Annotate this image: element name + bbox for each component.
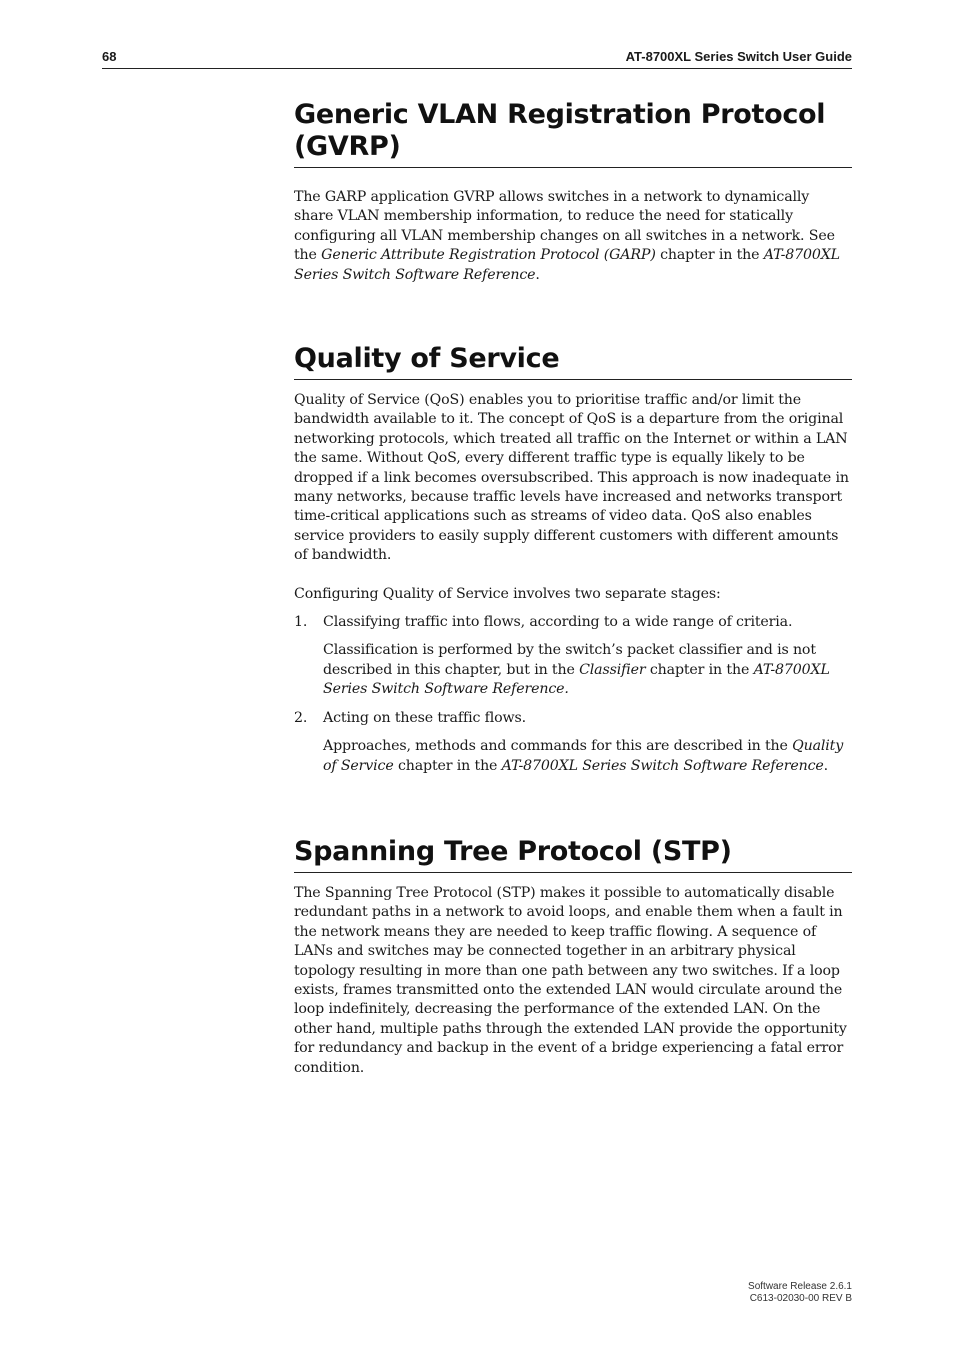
qos-heading: Quality of Service bbox=[294, 343, 852, 380]
section-stp bbox=[294, 836, 852, 1078]
software-release: Software Release 2.6.1 bbox=[748, 1281, 852, 1292]
gvrp-paragraph bbox=[294, 188, 852, 285]
qos-paragraph-2: Configuring Quality of Service involves two separate stages: bbox=[294, 585, 721, 602]
document-id: C613-02030-00 REV B bbox=[749, 1293, 852, 1304]
page-footer bbox=[748, 1281, 852, 1305]
item1-book-ref: AT-8700XL Series Switch Software Reference. bbox=[323, 661, 830, 698]
item2-text-c: . bbox=[823, 757, 828, 774]
stp-heading: Spanning Tree Protocol (STP) bbox=[294, 836, 852, 873]
running-title: AT-8700XL Series Switch User Guide bbox=[625, 49, 852, 64]
gvrp-text-c: . bbox=[535, 266, 540, 283]
page-number: 68 bbox=[102, 49, 117, 64]
item2-chapter-ref: Quality of Service bbox=[323, 738, 844, 774]
list-item-1-text: Classifying traffic into flows, according to a wide range of criteria. bbox=[323, 614, 793, 631]
qos-paragraph-1: Quality of Service (QoS) enables you to prioritise traffic and/or limit the bandwidth available to it. The concept of QoS is a departure from the original networking protocols, which treated all traffic on the Internet or within a LAN the same. Without QoS, every different traffic type is equally likely to be dropped if a link becomes oversubscribed. This approach is now inadequate in many networks, because traffic levels have increased and networks transport time-critical applications such as streams of video data. QoS also enables service providers to easily supply different customers with different amounts of bandwidth. bbox=[294, 392, 849, 564]
list-number-2: 2. bbox=[294, 709, 308, 726]
stp-paragraph: The Spanning Tree Protocol (STP) makes it possible to automatically disable redundant paths in a network to avoid loops, and enable them when a fault in the network means they are needed to keep traffic flowing. A sequence of LANs and switches may be connected together in an arbitrary physical topology resulting in more than one path between any two switches. If a loop exists, frames transmitted onto the extended LAN would circulate around the loop indefinitely, decreasing the performance of the extended LAN. On the other hand, multiple paths through the extended LAN provide the opportunity for redundancy and backup in the event of a bridge experiencing a fatal error condition. bbox=[294, 885, 847, 1076]
list-item-1-detail bbox=[323, 641, 852, 699]
item2-text-b: chapter in the bbox=[393, 757, 502, 774]
gvrp-text-a: The GARP application GVRP allows switches in a network to dynamically share VLAN membership information, to reduce the need for statically configuring all VLAN membership changes on all switches in a network. See the bbox=[294, 189, 835, 264]
item1-text-b: chapter in the bbox=[645, 661, 754, 678]
section-qos bbox=[294, 343, 852, 776]
list-item-2-detail bbox=[323, 737, 852, 776]
item2-text-a: Approaches, methods and commands for this are described in the bbox=[323, 738, 793, 755]
list-item-2-text: Acting on these traffic flows. bbox=[323, 709, 526, 726]
gvrp-book-ref: AT-8700XL Series Switch Software Reference bbox=[294, 247, 840, 283]
list-number-1: 1. bbox=[294, 614, 308, 631]
item1-chapter-ref: Classifier bbox=[579, 661, 646, 678]
list-item-1 bbox=[294, 613, 852, 700]
gvrp-chapter-ref: Generic Attribute Registration Protocol (GARP) bbox=[321, 247, 656, 264]
item2-book-ref: AT-8700XL Series Switch Software Reference bbox=[501, 757, 824, 774]
gvrp-heading: Generic VLAN Registration Protocol (GVRP) bbox=[294, 99, 852, 168]
page-header bbox=[102, 48, 852, 69]
item1-text-a: Classification is performed by the switch’s packet classifier and is not described in this chapter, but in the bbox=[323, 642, 816, 678]
gvrp-text-b: chapter in the bbox=[655, 247, 764, 264]
section-gvrp bbox=[294, 99, 852, 285]
list-item-2 bbox=[294, 709, 852, 776]
